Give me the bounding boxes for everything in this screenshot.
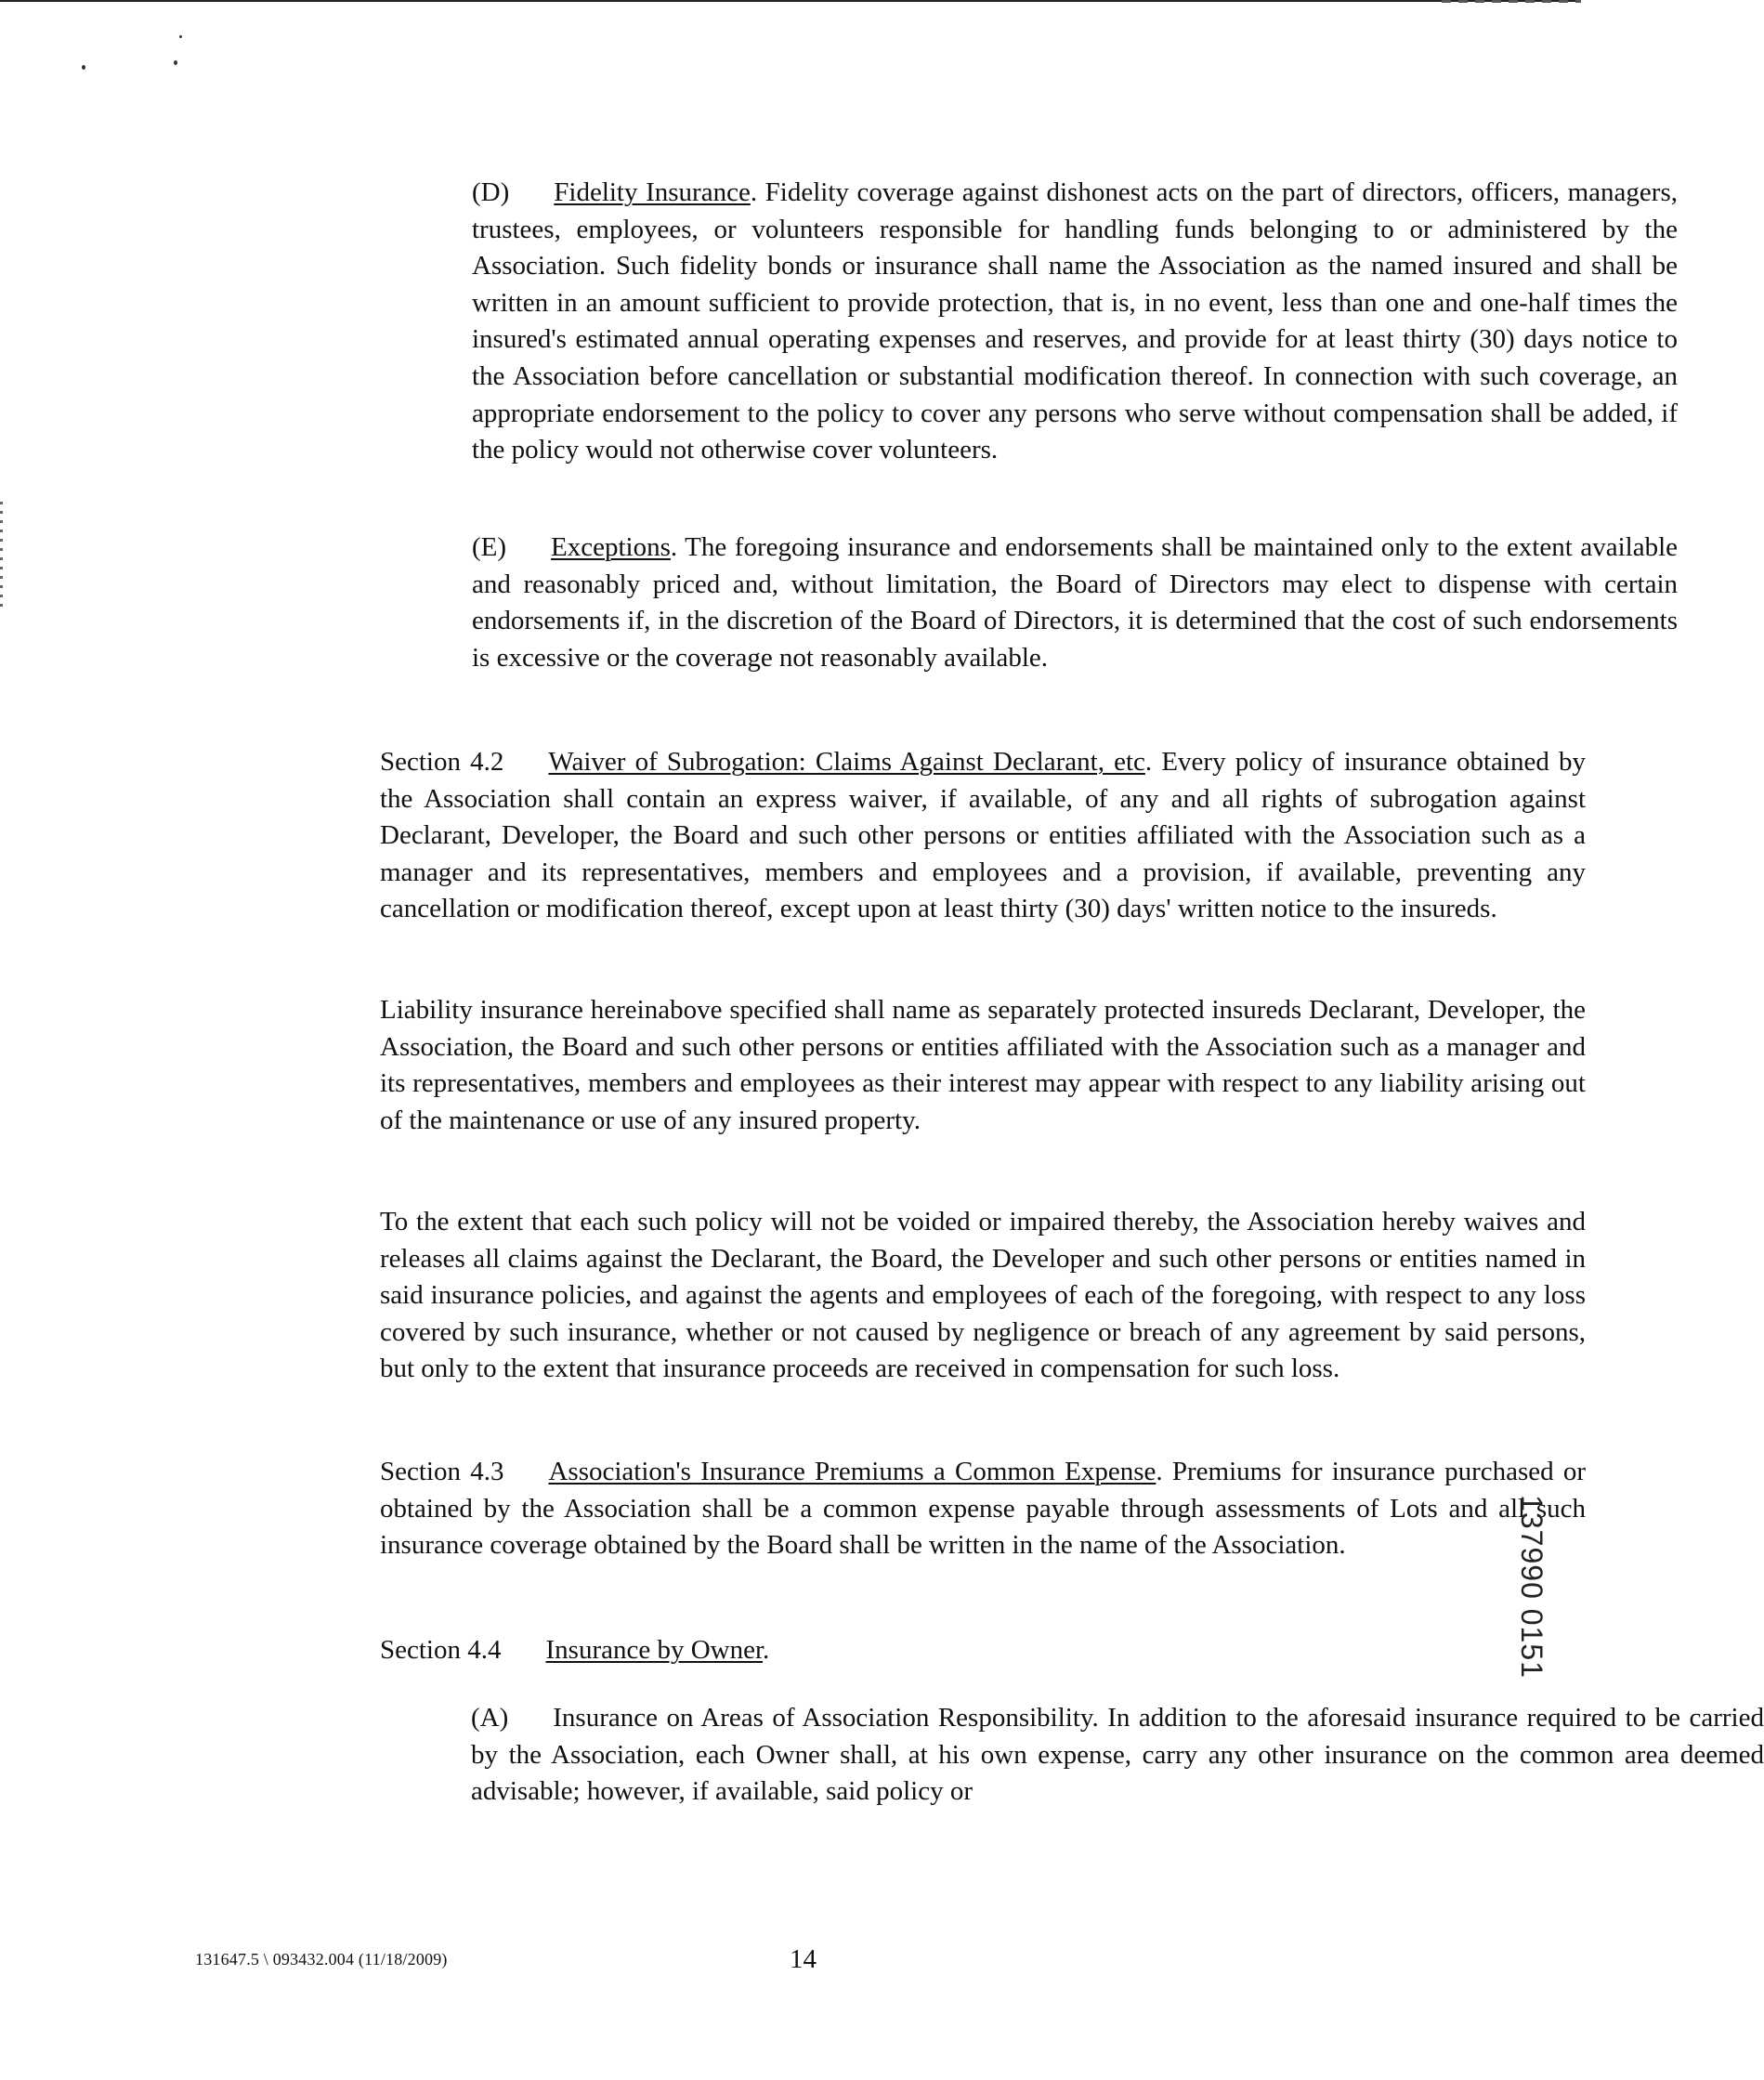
scan-edge-marks (0, 502, 3, 613)
paragraph-liability-insurance (194, 992, 1586, 1139)
section-4-4 (194, 1632, 1586, 1669)
recording-stamp (1439, 1495, 1625, 1679)
scan-speck (82, 65, 85, 70)
clause-title: Fidelity Insurance (554, 177, 751, 207)
section-text: . Every policy of insurance obtained by the Association shall contain an express waiver, if available, of any and all rights of subrogation against Declarant, Developer, the Board and such other persons or entities affiliated with the Association such as a manager and its representatives, members and employees and a provision, if available, preventing any cancellation or modification thereof, except upon at least thirty (30) days' written notice to the insureds. (380, 747, 1587, 924)
clause-label: (E) (472, 532, 507, 562)
page-number: 14 (790, 1944, 817, 1974)
recording-number: 137990 0151 (1515, 1495, 1549, 1679)
section-label: Section 4.3 (380, 1457, 504, 1486)
section-label: Section 4.2 (380, 747, 504, 777)
footer-document-id: 131647.5 \ 093432.004 (11/18/2009) (195, 1950, 448, 1969)
scan-top-border (0, 0, 1581, 2)
clause-text: . The foregoing insurance and endorsements shall be maintained only to the extent available and reasonably priced and, without limitation, the Board of Directors may elect to dispense with certain endorsements if, in the discretion of the Board of Directors, it is determined that the cost of such endorsements is excessive or the coverage not reasonably available. (472, 532, 1678, 673)
section-title: Association's Insurance Premiums a Common Expense (548, 1457, 1156, 1486)
clause-label: (A) (471, 1703, 509, 1733)
clause-text: . Fidelity coverage against dishonest acts on the part of directors, officers, managers, trustees, employees, or volunteers responsible for handling funds belonging to or administered by the Association. Such fidelity bonds or insurance shall name the Association as the named insured and shall be written in an amount sufficient to provide protection, that is, in no event, less than one and one-half times the insured's estimated annual operating expenses and reserves, and provide for at least thirty (30) days notice to the Association before cancellation or substantial modification thereof. In connection with such coverage, an appropriate endorsement to the policy to cover any persons who serve without compensation shall be added, if the policy would not otherwise cover volunteers. (472, 177, 1678, 465)
section-text: . (763, 1635, 770, 1665)
paragraph-fidelity-insurance (194, 175, 1678, 469)
scan-speck (179, 35, 182, 38)
paragraph-text: To the extent that each such policy will not be voided or impaired thereby, the Association hereby waives and releases all claims against the Declarant, the Board, the Developer and such other persons or entities named in said insurance policies, and against the agents and employees of each of the foregoing, with respect to any loss covered by such insurance, whether or not caused by negligence or breach of any agreement by said persons, but only to the extent that insurance proceeds are received in compensation for such loss. (380, 1207, 1586, 1384)
scan-speck (174, 60, 177, 65)
section-title: Waiver of Subrogation: Claims Against Declarant, etc (548, 747, 1145, 777)
clause-label: (D) (472, 177, 510, 207)
paragraph-exceptions (194, 530, 1678, 676)
paragraph-waiver-release (194, 1204, 1586, 1388)
section-4-3 (194, 1454, 1586, 1564)
section-title: Insurance by Owner (545, 1635, 764, 1665)
clause-text: Insurance on Areas of Association Responsibility. In addition to the aforesaid insurance required to be carried by the Association, each Owner shall, at his own expense, carry any other insurance on the common area deemed advisable; however, if available, said policy or (471, 1703, 1764, 1807)
scan-top-dashes (1442, 0, 1581, 3)
paragraph-insurance-on-areas (107, 1700, 1764, 1811)
section-4-2 (194, 744, 1586, 928)
paragraph-text: Liability insurance hereinabove specified shall name as separately protected insureds Declarant, Developer, the Association, the Board and such other persons or entities affiliated with the Association such as a manager and its representatives, members and employees as their interest may appear with respect to any liability arising out of the maintenance or use of any insured property. (380, 995, 1586, 1135)
section-label: Section 4.4 (380, 1635, 502, 1665)
section-text: . Premiums for insurance purchased or obtained by the Association shall be a common expense payable through assessments of Lots and all such insurance coverage obtained by the Board shall be written in the name of the Association. (380, 1457, 1587, 1561)
clause-title: Exceptions (551, 532, 671, 562)
